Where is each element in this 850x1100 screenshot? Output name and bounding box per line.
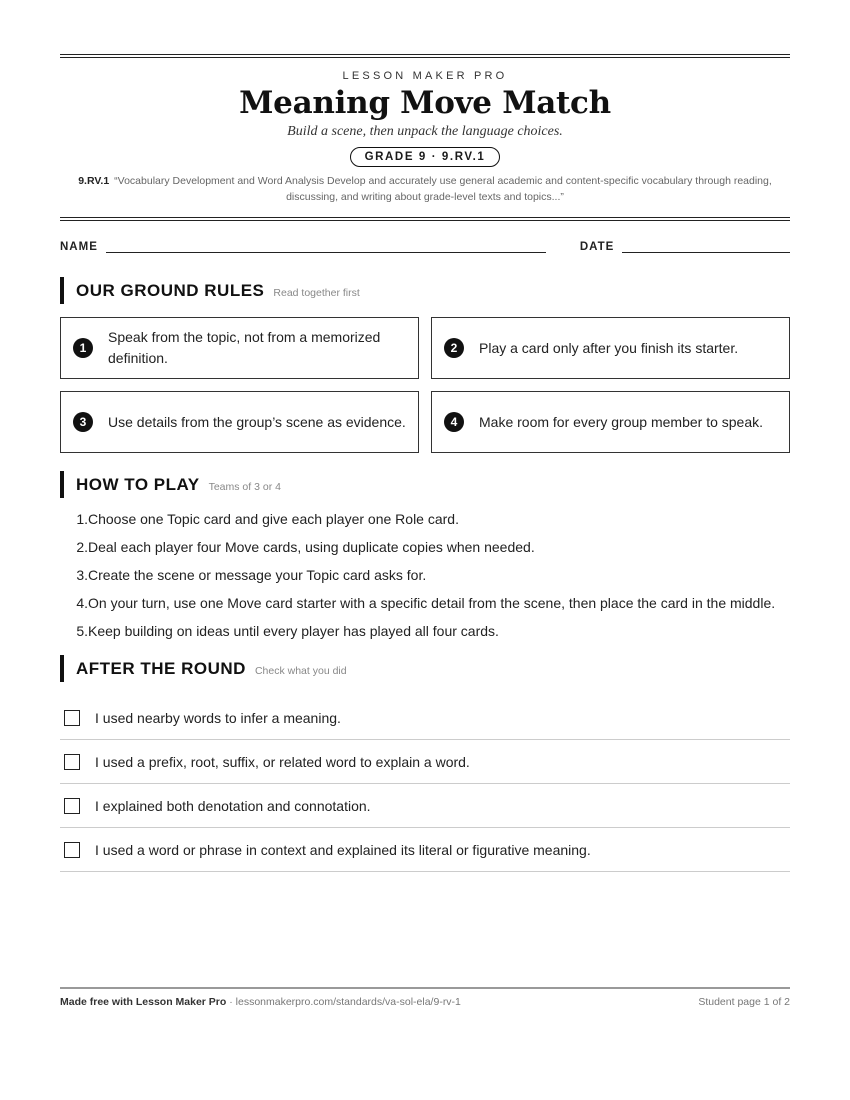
list-item — [60, 509, 790, 530]
list-item — [60, 565, 790, 586]
rule-number-badge: 1 — [73, 338, 93, 358]
checklist-text: I used nearby words to infer a meaning. — [95, 709, 341, 726]
checklist-item — [60, 696, 790, 740]
section-subtitle: Read together first — [273, 287, 360, 299]
checkbox[interactable] — [64, 842, 80, 858]
step-text: Deal each player four Move cards, using duplicate copies when needed. — [88, 539, 535, 555]
list-item — [60, 621, 790, 642]
ground-rules-heading — [60, 277, 790, 304]
checklist-item — [60, 828, 790, 872]
after-round-heading — [60, 655, 790, 682]
page-subtitle: Build a scene, then unpack the language choices. — [287, 124, 563, 139]
checkbox[interactable] — [64, 710, 80, 726]
section-subtitle: Check what you did — [254, 665, 347, 677]
checklist-item — [60, 740, 790, 784]
step-text: Create the scene or message your Topic card asks for. — [88, 567, 427, 583]
checkbox[interactable] — [64, 754, 80, 770]
footer-page-number: Student page 1 of 2 — [698, 996, 790, 1008]
step-number: 3. — [76, 567, 88, 583]
after-round-checklist — [60, 696, 790, 872]
step-number: 5. — [76, 623, 88, 639]
checklist-text: I used a word or phrase in context and explained its literal or figurative meaning. — [95, 841, 591, 858]
name-field[interactable] — [106, 240, 546, 253]
ground-rule-card — [431, 391, 790, 453]
rule-number-badge: 4 — [444, 412, 464, 432]
rule-text: Speak from the topic, not from a memorized definition. — [108, 329, 381, 366]
page-footer — [60, 987, 790, 1008]
brand-name: LESSON MAKER PRO — [342, 70, 508, 82]
section-title: AFTER THE ROUND — [76, 659, 246, 678]
list-item — [60, 593, 790, 614]
worksheet-page — [60, 54, 790, 872]
checklist-item — [60, 784, 790, 828]
section-title: OUR GROUND RULES — [76, 281, 265, 300]
date-field[interactable] — [622, 240, 790, 253]
header-bottom-rule — [60, 217, 790, 221]
step-number: 1. — [76, 511, 88, 527]
rule-text: Use details from the group’s scene as evidence. — [108, 413, 406, 430]
footer-credit — [60, 996, 461, 1008]
ground-rule-card — [60, 317, 419, 379]
rule-number-badge: 3 — [73, 412, 93, 432]
standard-description — [60, 173, 790, 205]
ground-rule-card — [60, 391, 419, 453]
standard-code: 9.RV.1 — [78, 175, 110, 187]
step-text: Keep building on ideas until every player has played all four cards. — [88, 623, 499, 639]
checkbox[interactable] — [64, 798, 80, 814]
header-top-rule — [60, 54, 790, 58]
ground-rules-grid — [60, 317, 790, 453]
footer-made-free: Made free with Lesson Maker Pro — [60, 996, 227, 1008]
name-date-row — [60, 237, 790, 253]
footer-url[interactable]: · lessonmakerpro.com/standards/va-sol-ela/9-rv-1 — [226, 996, 461, 1008]
date-label: DATE — [579, 241, 615, 253]
checklist-text: I used a prefix, root, suffix, or related word to explain a word. — [95, 753, 470, 770]
page-title: Meaning Move Match — [239, 85, 611, 121]
grade-badge: GRADE 9 · 9.RV.1 — [350, 147, 501, 167]
checklist-text: I explained both denotation and connotation. — [95, 797, 371, 814]
step-number: 2. — [76, 539, 88, 555]
rule-number-badge: 2 — [444, 338, 464, 358]
ground-rule-card — [431, 317, 790, 379]
how-to-play-steps — [60, 509, 790, 642]
standard-text: “Vocabulary Development and Word Analysis Develop and accurately use general academic and content-specific vocabulary through reading, discussing, and writing about grade-level texts and topics...” — [114, 175, 772, 203]
rule-text: Play a card only after you finish its starter. — [479, 339, 739, 356]
rule-text: Make room for every group member to speak. — [479, 413, 764, 430]
step-text: Choose one Topic card and give each player one Role card. — [88, 511, 459, 527]
section-title: HOW TO PLAY — [76, 475, 200, 494]
step-text: On your turn, use one Move card starter with a specific detail from the scene, then place the card in the middle. — [88, 595, 776, 611]
name-label: NAME — [60, 241, 98, 253]
how-to-play-heading — [60, 471, 790, 498]
list-item — [60, 537, 790, 558]
section-subtitle: Teams of 3 or 4 — [208, 481, 281, 493]
step-number: 4. — [76, 595, 88, 611]
